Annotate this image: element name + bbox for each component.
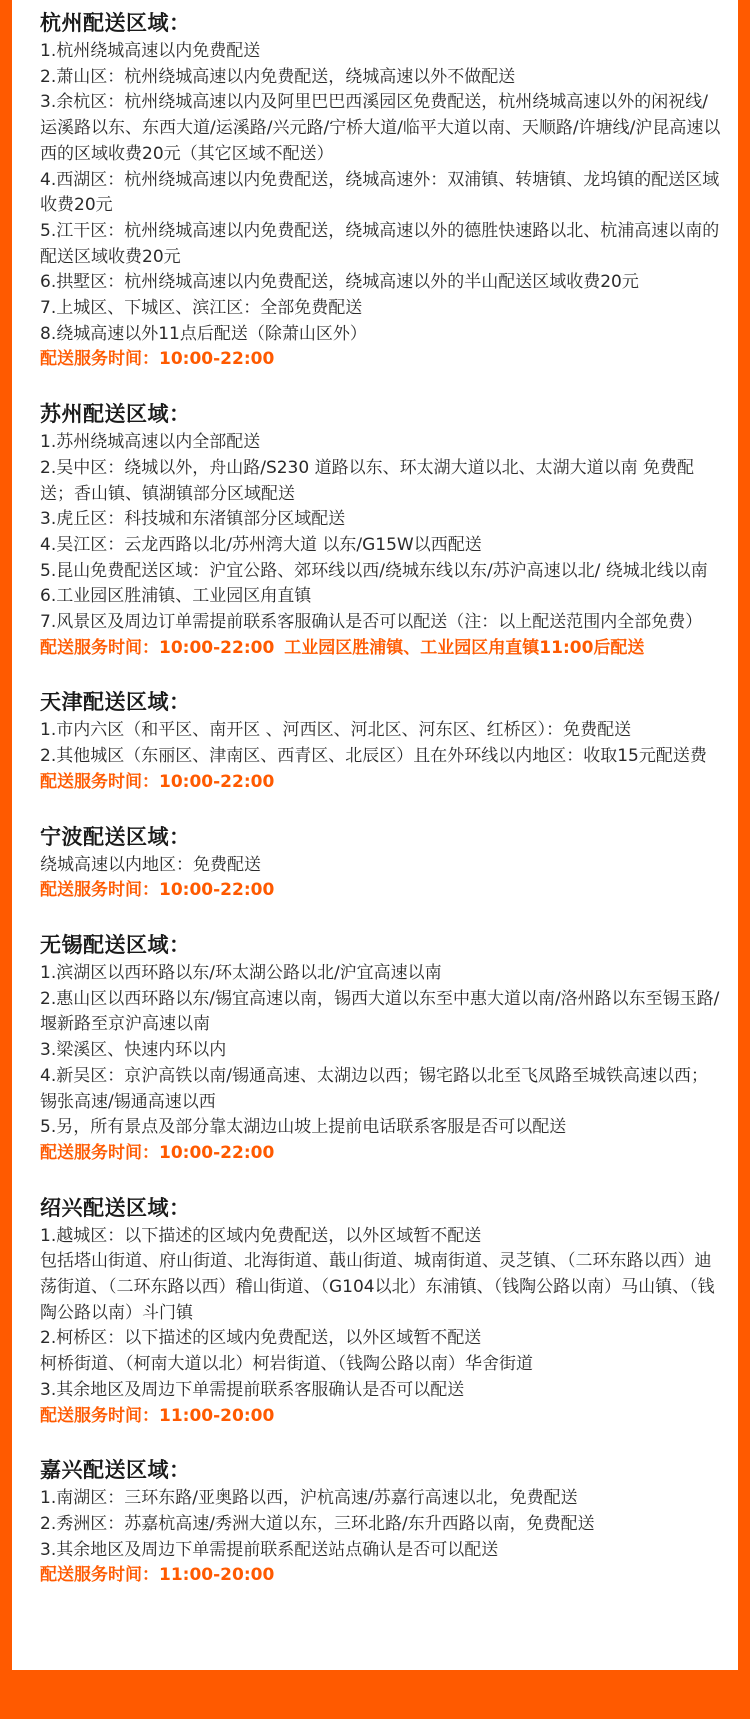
delivery-info-card <box>12 0 738 1670</box>
zone-line: 1.滨湖区以西环路以东/环太湖公路以北/沪宜高速以南 <box>40 962 442 983</box>
service-hours <box>40 878 724 904</box>
zone-line: 3.其余地区及周边下单需提前联系客服确认是否可以配送 <box>40 1379 465 1400</box>
zone-line: 1.市内六区（和平区、南开区 、河西区、河北区、河东区、红桥区）：免费配送 <box>40 720 632 741</box>
section-wuxi <box>40 930 724 1167</box>
zone-line: 2.柯桥区：以下描述的区域内免费配送，以外区域暂不配送 <box>40 1328 482 1349</box>
zone-line: 2.吴中区：绕城以外，舟山路/S230 道路以东、环太湖大道以北、太湖大道以南 免费配送；香山镇、镇湖镇部分区域配送 <box>40 457 694 504</box>
service-hours-note: 工业园区胜浦镇、工业园区甪直镇11:00后配送 <box>284 637 645 658</box>
zone-line: 7.上城区、下城区、滨江区：全部免费配送 <box>40 298 363 319</box>
section-hangzhou <box>40 8 724 373</box>
zone-line: 5.昆山免费配送区域：沪宜公路、郊环线以西/绕城东线以东/苏沪高速以北/ 绕城北线以南 <box>40 560 708 581</box>
service-hours <box>40 1404 724 1430</box>
section-jiaxing <box>40 1455 724 1589</box>
zone-line: 柯桥街道、（柯南大道以北）柯岩街道、（钱陶公路以南）华舍街道 <box>40 1354 533 1375</box>
service-hours-text: 配送服务时间：10:00-22:00 <box>40 637 275 658</box>
zone-line: 3.虎丘区：科技城和东渚镇部分区域配送 <box>40 509 346 530</box>
service-hours <box>40 1141 724 1167</box>
zone-line: 5.江干区：杭州绕城高速以内免费配送，绕城高速以外的德胜快速路以北、杭浦高速以南的配送区域收费20元 <box>40 220 720 267</box>
zone-line: 4.新吴区：京沪高铁以南/锡通高速、太湖边以西；锡宅路以北至飞凤路至城铁高速以西；锡张高速/锡通高速以西 <box>40 1065 708 1112</box>
section-title: 天津配送区域： <box>40 690 191 715</box>
zone-line: 3.余杭区：杭州绕城高速以内及阿里巴巴西溪园区免费配送，杭州绕城高速以外的闲祝线/运溪路以东、东西大道/运溪路/兴元路/宁桥大道/临平大道以南、天顺路/许塘线/沪昆高速以西的区域收费20元（其它区域不配送） <box>40 92 721 164</box>
section-ningbo <box>40 822 724 904</box>
service-hours-text: 配送服务时间：10:00-22:00 <box>40 771 275 792</box>
service-hours-text: 配送服务时间：11:00-20:00 <box>40 1565 275 1586</box>
section-title: 嘉兴配送区域： <box>40 1458 191 1483</box>
service-hours <box>40 1563 724 1589</box>
service-hours-text: 配送服务时间：10:00-22:00 <box>40 349 275 370</box>
zone-line: 5.另，所有景点及部分靠太湖边山坡上提前电话联系客服是否可以配送 <box>40 1117 567 1138</box>
service-hours <box>40 636 724 662</box>
section-title: 宁波配送区域： <box>40 824 191 849</box>
service-hours <box>40 770 724 796</box>
zone-line: 4.吴江区：云龙西路以北/苏州湾大道 以东/G15W以西配送 <box>40 534 482 555</box>
zone-line: 7.风景区及周边订单需提前联系客服确认是否可以配送（注：以上配送范围内全部免费） <box>40 612 703 633</box>
zone-line: 2.萧山区：杭州绕城高速以内免费配送，绕城高速以外不做配送 <box>40 66 516 87</box>
section-title: 杭州配送区域： <box>40 11 191 35</box>
zone-line: 2.秀洲区：苏嘉杭高速/秀洲大道以东，三环北路/东升西路以南，免费配送 <box>40 1513 595 1534</box>
service-hours-text: 配送服务时间：11:00-20:00 <box>40 1405 275 1426</box>
section-shaoxing <box>40 1193 724 1430</box>
zone-line: 3.其余地区及周边下单需提前联系配送站点确认是否可以配送 <box>40 1539 499 1560</box>
zone-line: 3.梁溪区、快速内环以内 <box>40 1040 227 1061</box>
service-hours-text: 配送服务时间：10:00-22:00 <box>40 1142 275 1163</box>
zone-line: 6.工业园区胜浦镇、工业园区甪直镇 <box>40 586 312 607</box>
zone-line: 6.拱墅区：杭州绕城高速以内免费配送，绕城高速以外的半山配送区域收费20元 <box>40 272 639 293</box>
zone-line: 绕城高速以内地区：免费配送 <box>40 854 261 875</box>
zone-line: 2.惠山区以西环路以东/锡宜高速以南，锡西大道以东至中惠大道以南/洛州路以东至锡玉路/堰新路至京沪高速以南 <box>40 988 720 1035</box>
zone-line: 包括塔山街道、府山街道、北海街道、蕺山街道、城南街道、灵芝镇、（二环东路以西）迪荡街道、（二环东路以西）稽山街道、（G104以北）东浦镇、（钱陶公路以南）马山镇、（钱陶公路以南）斗门镇 <box>40 1251 715 1323</box>
section-title: 苏州配送区域： <box>40 402 191 427</box>
zone-line: 1.苏州绕城高速以内全部配送 <box>40 432 261 453</box>
zone-line: 2.其他城区（东丽区、津南区、西青区、北辰区）且在外环线以内地区：收取15元配送费 <box>40 746 707 767</box>
service-hours <box>40 347 724 373</box>
section-tianjin <box>40 687 724 795</box>
section-title: 无锡配送区域： <box>40 932 191 957</box>
zone-line: 8.绕城高速以外11点后配送（除萧山区外） <box>40 323 367 344</box>
section-title: 绍兴配送区域： <box>40 1195 191 1220</box>
zone-line: 1.杭州绕城高速以内免费配送 <box>40 41 261 61</box>
zone-line: 1.越城区：以下描述的区域内免费配送，以外区域暂不配送 <box>40 1225 482 1246</box>
section-suzhou <box>40 399 724 661</box>
zone-line: 1.南湖区：三环东路/亚奥路以西，沪杭高速/苏嘉行高速以北，免费配送 <box>40 1488 578 1509</box>
service-hours-text: 配送服务时间：10:00-22:00 <box>40 880 275 901</box>
zone-line: 4.西湖区：杭州绕城高速以内免费配送，绕城高速外：双浦镇、转塘镇、龙坞镇的配送区域收费20元 <box>40 169 720 216</box>
delivery-zones-list <box>40 8 724 1615</box>
